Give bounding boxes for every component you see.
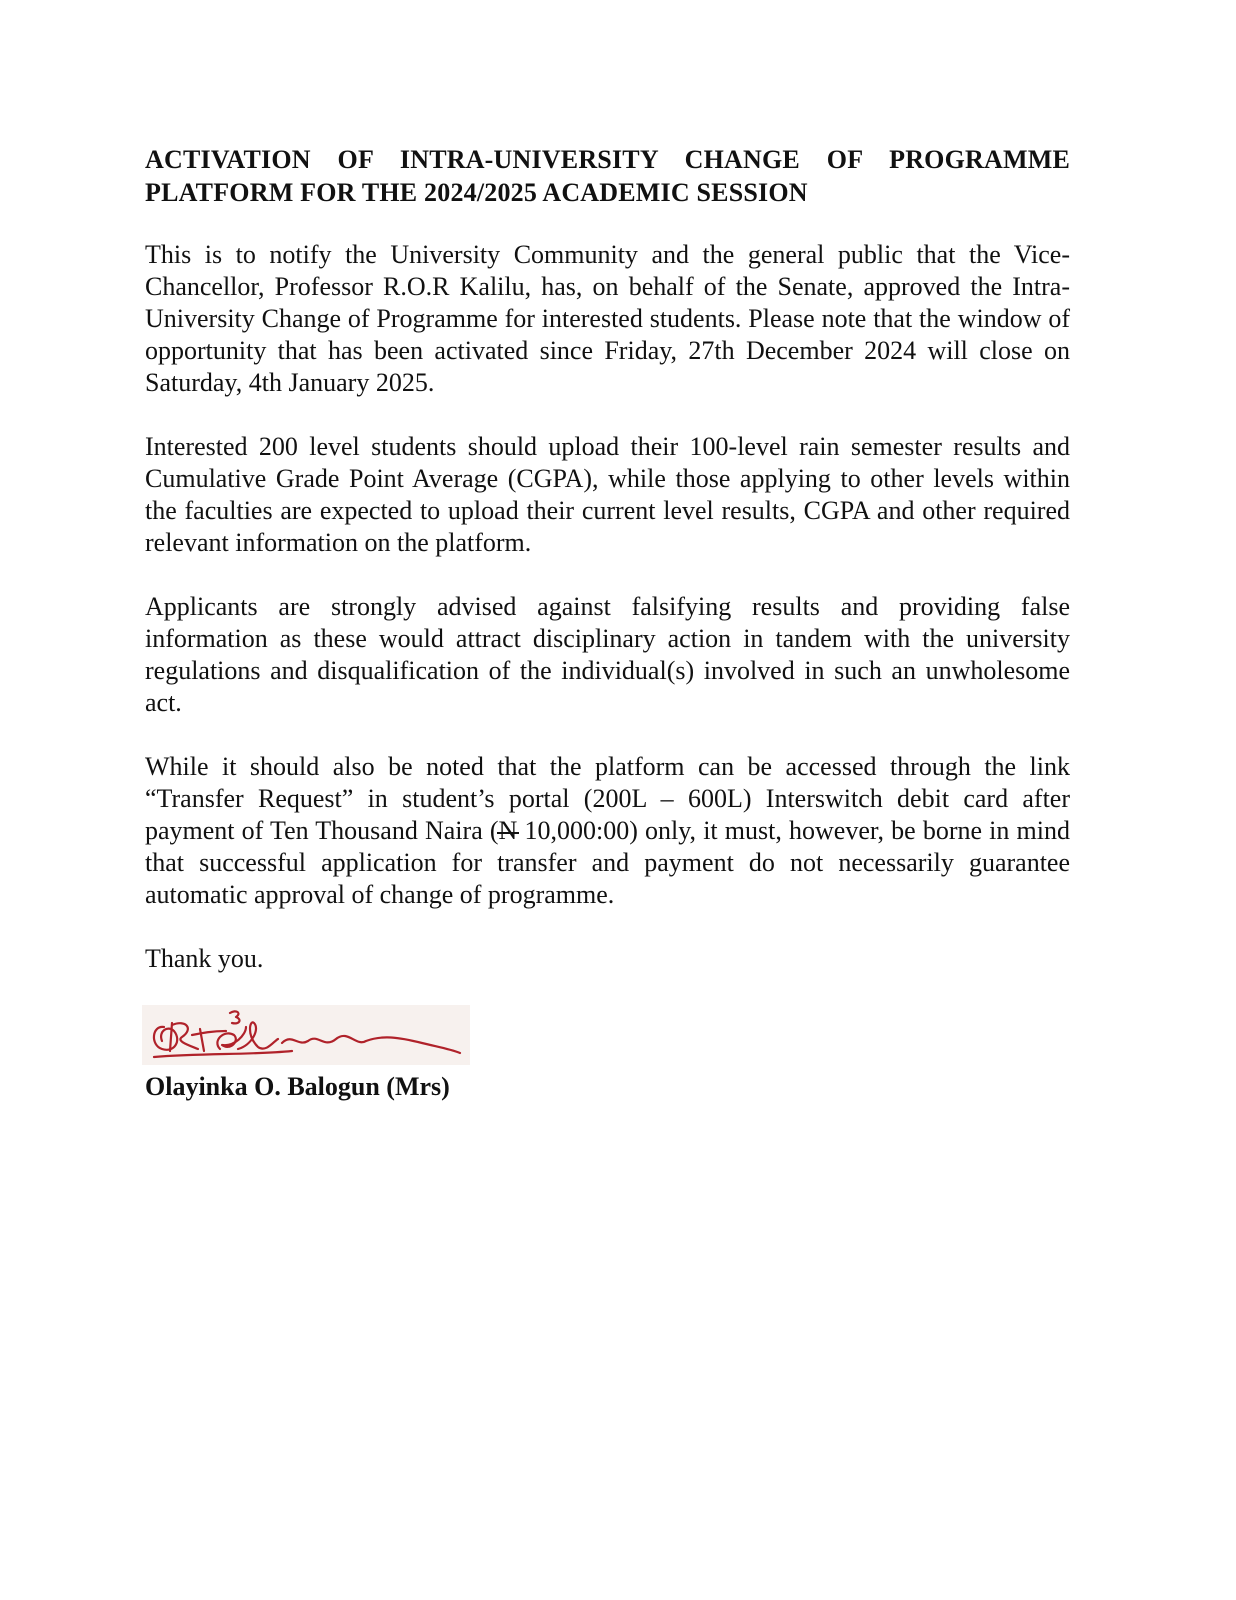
naira-currency-symbol: N xyxy=(498,816,518,845)
closing-text: Thank you. xyxy=(145,944,264,973)
paragraph-upload-requirements: Interested 200 level students should upload their 100-level rain semester results and Cumulative Grade Point Average (CGPA), while those applying to other levels within the faculties are expected to upload their current level results, CGPA and other required relevant information on the platform. xyxy=(145,432,1070,557)
document-body xyxy=(145,143,1070,1103)
signature-3-mark xyxy=(230,1011,239,1023)
paragraph-warning: Applicants are strongly advised against falsifying results and providing false information as these would attract disciplinary action in tandem with the university regulations and disqualification of the individual(s) involved in such an unwholesome act. xyxy=(145,592,1070,717)
signature-tail xyxy=(282,1036,460,1053)
paragraph-access-text-before: While it should also be noted that the platform can be accessed through the link “Transfer Request” in student’s portal (200L – 600L) Interswitch debit card after payment of Ten Thousand Naira ( xyxy=(145,752,1070,845)
signature-image xyxy=(142,1005,470,1065)
signature-swoop xyxy=(238,1022,278,1049)
paragraph-notice: This is to notify the University Community and the general public that the Vice-Chancellor, Professor R.O.R Kalilu, has, on behalf of the Senate, approved the Intra-University Change of Programme for interested students. Please note that the window of opportunity that has been activated since Friday, 27th December 2024 will close on Saturday, 4th January 2025. xyxy=(145,240,1070,397)
signatory-name: Olayinka O. Balogun (Mrs) xyxy=(145,1072,450,1101)
signature-underline xyxy=(154,1051,292,1057)
paragraph-access-text-after: 10,000:00) only, it must, however, be borne in mind that successful application for transfer and payment do not necessarily guarantee automatic approval of change of programme. xyxy=(145,816,1070,909)
signature-strokes xyxy=(154,1011,460,1057)
paragraph-access-payment xyxy=(145,751,1070,911)
handwritten-signature-icon xyxy=(142,1005,470,1065)
document-title: ACTIVATION OF INTRA-UNIVERSITY CHANGE OF PROGRAMME PLATFORM FOR THE 2024/2025 ACADEMIC SESSION xyxy=(145,145,1070,207)
signature-loop-1 xyxy=(154,1027,177,1050)
